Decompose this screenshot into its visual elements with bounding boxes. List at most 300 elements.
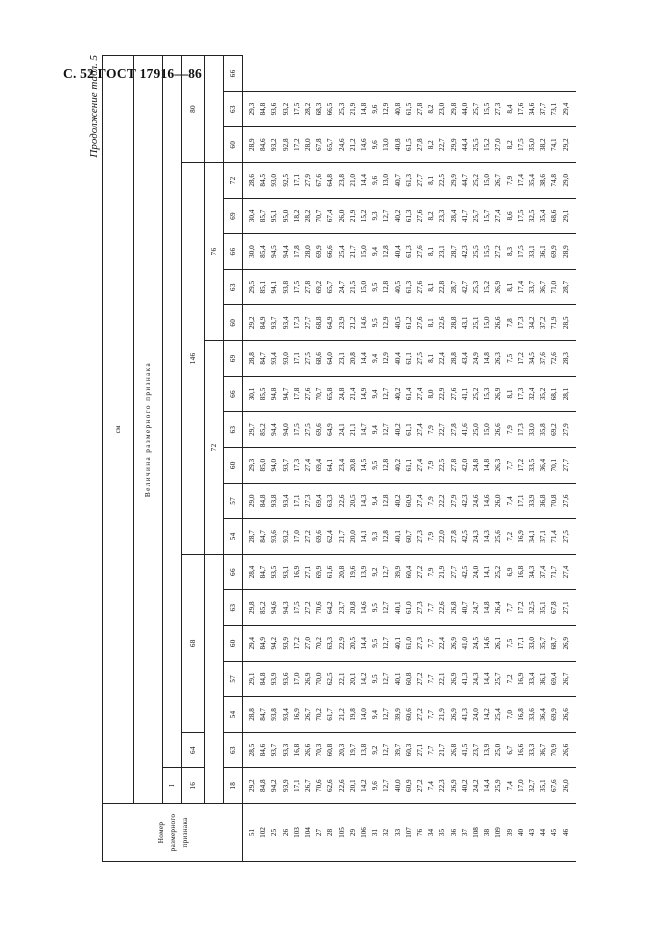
row-feature-number: 33 xyxy=(393,804,404,862)
table-cell: 25,7 xyxy=(471,198,482,234)
table-cell: 20,5 xyxy=(348,483,359,519)
table-cell: 40,8 xyxy=(393,91,404,127)
table-cell: 27,2 xyxy=(303,519,314,555)
table-cell: 15,0 xyxy=(359,269,370,305)
table-cell: 9,6 xyxy=(370,163,381,199)
table-cell: 12,9 xyxy=(381,341,392,377)
table-cell: 7,5 xyxy=(505,341,516,377)
table-cell: 33,5 xyxy=(527,447,538,483)
table-row xyxy=(527,56,538,862)
table-cell: 27,8 xyxy=(415,127,426,163)
table-cell: 33,0 xyxy=(527,625,538,661)
table-cell: 63,3 xyxy=(325,625,336,661)
table-row xyxy=(561,56,576,862)
table-cell: 38,2 xyxy=(538,127,549,163)
table-cell: 25,1 xyxy=(471,305,482,341)
table-cell: 9,5 xyxy=(370,590,381,626)
table-cell: 93,9 xyxy=(281,768,292,804)
table-row xyxy=(404,56,415,862)
table-cell: 93,7 xyxy=(281,447,292,483)
header-blank-left xyxy=(205,554,224,803)
table-cell: 85,2 xyxy=(258,412,269,448)
table-cell: 7,2 xyxy=(505,519,516,555)
table-cell: 74,8 xyxy=(549,163,560,199)
table-cell: 28,9 xyxy=(243,127,259,163)
table-cell: 40,7 xyxy=(393,163,404,199)
table-cell: 42,5 xyxy=(460,519,471,555)
table-cell: 14,4 xyxy=(359,163,370,199)
table-cell: 35,4 xyxy=(538,198,549,234)
table-cell: 17,2 xyxy=(516,341,527,377)
table-cell: 36,4 xyxy=(538,697,549,733)
table-cell: 71,0 xyxy=(549,269,560,305)
table-cell: 94,2 xyxy=(269,768,280,804)
table-cell: 9,3 xyxy=(370,519,381,555)
table-cell: 74,1 xyxy=(549,127,560,163)
table-cell: 84,7 xyxy=(258,341,269,377)
table-cell: 40,5 xyxy=(393,269,404,305)
row-feature-number: 27 xyxy=(314,804,325,862)
table-cell: 69,4 xyxy=(549,661,560,697)
table-cell: 24,9 xyxy=(471,341,482,377)
row-feature-number: 109 xyxy=(493,804,504,862)
table-row xyxy=(303,56,314,862)
table-cell: 38,6 xyxy=(538,163,549,199)
table-cell: 73,1 xyxy=(549,91,560,127)
table-cell: 24,0 xyxy=(471,697,482,733)
table-cell: 23,3 xyxy=(437,198,448,234)
table-cell: 40,4 xyxy=(393,234,404,270)
table-cell: 27,8 xyxy=(449,519,460,555)
header-code-10: 63 xyxy=(224,412,243,448)
table-cell: 9,5 xyxy=(370,305,381,341)
row-feature-number: 103 xyxy=(292,804,303,862)
table-cell: 16,8 xyxy=(516,554,527,590)
table-cell: 93,2 xyxy=(269,127,280,163)
table-cell: 15,3 xyxy=(482,376,493,412)
table-cell: 40,8 xyxy=(393,127,404,163)
table-cell: 14,2 xyxy=(359,768,370,804)
table-cell: 84,9 xyxy=(258,625,269,661)
table-cell: 7,9 xyxy=(505,163,516,199)
table-cell: 93,3 xyxy=(281,732,292,768)
header-group-4 xyxy=(182,163,205,555)
table-cell: 26,4 xyxy=(493,590,504,626)
table-cell: 28,2 xyxy=(303,198,314,234)
table-cell: 9,5 xyxy=(370,447,381,483)
table-cell: 60,8 xyxy=(325,732,336,768)
table-cell: 23,8 xyxy=(337,163,348,199)
table-cell: 21,7 xyxy=(437,732,448,768)
row-feature-number: 43 xyxy=(527,804,538,862)
table-cell: 9,4 xyxy=(370,341,381,377)
table-cell: 36,1 xyxy=(538,661,549,697)
table-cell: 71,4 xyxy=(549,519,560,555)
table-cell: 14,3 xyxy=(482,519,493,555)
table-cell: 14,7 xyxy=(359,412,370,448)
table-cell: 94,2 xyxy=(269,625,280,661)
table-row xyxy=(281,56,292,862)
table-cell: 27,8 xyxy=(449,447,460,483)
table-cell: 22,7 xyxy=(437,127,448,163)
table-cell: 22,9 xyxy=(437,376,448,412)
table-cell: 12,7 xyxy=(381,554,392,590)
header-code-4: 60 xyxy=(224,625,243,661)
table-cell: 17,0 xyxy=(516,768,527,804)
table-cell: 21,2 xyxy=(348,127,359,163)
table-cell: 40,5 xyxy=(393,305,404,341)
header-unit: см xyxy=(103,56,134,804)
table-cell: 69,6 xyxy=(314,519,325,555)
table-cell: 36,7 xyxy=(538,269,549,305)
table-cell: 24,2 xyxy=(471,768,482,804)
table-cell: 40,1 xyxy=(393,625,404,661)
table-cell: 28,8 xyxy=(243,341,259,377)
table-cell: 9,5 xyxy=(370,625,381,661)
table-cell: 60,9 xyxy=(404,768,415,804)
table-cell: 21,5 xyxy=(348,269,359,305)
header-code-6: 66 xyxy=(224,554,243,590)
table-cell: 14,6 xyxy=(359,127,370,163)
table-cell: 64,0 xyxy=(325,341,336,377)
table-cell: 29,8 xyxy=(243,590,259,626)
table-cell: 17,3 xyxy=(516,376,527,412)
table-cell: 8,3 xyxy=(505,234,516,270)
table-cell: 33,0 xyxy=(527,412,538,448)
header-code-5: 63 xyxy=(224,590,243,626)
table-cell: 27,8 xyxy=(303,269,314,305)
table-cell: 27,0 xyxy=(493,127,504,163)
table-cell: 23,1 xyxy=(437,234,448,270)
table-cell: 24,8 xyxy=(471,447,482,483)
table-cell: 27,2 xyxy=(415,697,426,733)
table-cell: 28,4 xyxy=(243,554,259,590)
table-cell: 13,9 xyxy=(482,732,493,768)
header-code-9: 60 xyxy=(224,447,243,483)
table-cell: 12,7 xyxy=(381,590,392,626)
table-cell: 26,9 xyxy=(449,661,460,697)
table-cell: 14,9 xyxy=(359,376,370,412)
table-cell: 29,2 xyxy=(243,768,259,804)
table-cell: 9,3 xyxy=(370,198,381,234)
table-cell: 93,4 xyxy=(281,305,292,341)
table-cell: 8,1 xyxy=(505,269,516,305)
table-cell: 7,4 xyxy=(505,483,516,519)
table-cell: 15,5 xyxy=(482,91,493,127)
table-cell: 21,4 xyxy=(348,376,359,412)
table-cell: 40,2 xyxy=(393,447,404,483)
table-cell: 26,0 xyxy=(561,768,576,804)
table-cell: 27,4 xyxy=(415,447,426,483)
table-cell: 13,0 xyxy=(381,127,392,163)
table-cell: 29,7 xyxy=(243,412,259,448)
table-row xyxy=(359,56,370,862)
table-cell: 27,6 xyxy=(303,376,314,412)
table-cell: 9,5 xyxy=(370,269,381,305)
table-cell: 26,9 xyxy=(561,625,576,661)
table-cell: 61,6 xyxy=(325,554,336,590)
table-cell: 28,3 xyxy=(561,341,576,377)
table-cell: 32,5 xyxy=(527,590,538,626)
table-cell: 7,7 xyxy=(505,447,516,483)
table-cell: 44,4 xyxy=(460,127,471,163)
table-cell: 27,9 xyxy=(449,483,460,519)
table-cell: 22,6 xyxy=(337,483,348,519)
table-cell: 12,8 xyxy=(381,269,392,305)
table-row xyxy=(493,56,504,862)
table-cell: 17,3 xyxy=(516,412,527,448)
row-feature-number: 26 xyxy=(281,804,292,862)
table-cell: 93,4 xyxy=(269,341,280,377)
table-cell: 26,7 xyxy=(561,661,576,697)
table-cell: 8,4 xyxy=(505,91,516,127)
table-cell: 13,8 xyxy=(359,732,370,768)
table-cell: 12,9 xyxy=(381,305,392,341)
table-cell: 27,6 xyxy=(561,483,576,519)
table-cell: 23,9 xyxy=(337,305,348,341)
table-cell: 12,7 xyxy=(381,625,392,661)
table-cell: 12,7 xyxy=(381,412,392,448)
table-cell: 17,1 xyxy=(516,483,527,519)
table-cell: 19,7 xyxy=(348,732,359,768)
table-cell: 7,7 xyxy=(426,732,437,768)
table-cell: 40,1 xyxy=(393,661,404,697)
table-cell: 69,2 xyxy=(549,412,560,448)
table-cell: 26,7 xyxy=(303,697,314,733)
table-cell: 26,7 xyxy=(493,163,504,199)
row-feature-number: 32 xyxy=(381,804,392,862)
row-feature-number: 29 xyxy=(348,804,359,862)
table-cell: 70,2 xyxy=(314,625,325,661)
table-cell: 17,5 xyxy=(292,91,303,127)
table-cell: 40,2 xyxy=(393,483,404,519)
table-row xyxy=(482,56,493,862)
header-feature-value: Величина размерного признака xyxy=(134,56,163,804)
table-cell: 93,8 xyxy=(281,269,292,305)
table-cell: 27,4 xyxy=(415,412,426,448)
table-cell: 8,0 xyxy=(426,376,437,412)
table-cell: 17,3 xyxy=(292,447,303,483)
header-group-146-label: 146 xyxy=(189,352,197,365)
table-cell: 26,8 xyxy=(449,590,460,626)
table-cell: 70,0 xyxy=(314,661,325,697)
table-cell: 14,2 xyxy=(359,661,370,697)
table-cell: 14,0 xyxy=(359,697,370,733)
table-cell: 26,6 xyxy=(303,732,314,768)
row-feature-number: 45 xyxy=(549,804,560,862)
table-cell: 12,7 xyxy=(381,198,392,234)
table-cell: 28,6 xyxy=(243,163,259,199)
table-cell: 16,8 xyxy=(292,732,303,768)
table-cell: 23,1 xyxy=(337,341,348,377)
table-cell: 27,1 xyxy=(415,732,426,768)
table-cell: 9,6 xyxy=(370,127,381,163)
table-cell: 29,2 xyxy=(561,127,576,163)
table-cell: 24,8 xyxy=(337,376,348,412)
table-cell: 22,4 xyxy=(437,625,448,661)
table-cell: 61,2 xyxy=(404,305,415,341)
table-cell: 42,0 xyxy=(460,447,471,483)
table-cell: 95,1 xyxy=(269,198,280,234)
table-cell: 68,6 xyxy=(314,341,325,377)
table-cell: 24,0 xyxy=(471,554,482,590)
table-cell: 94,4 xyxy=(269,412,280,448)
table-cell: 61,1 xyxy=(404,447,415,483)
table-cell: 33,4 xyxy=(527,661,538,697)
table-cell: 14,6 xyxy=(482,625,493,661)
table-cell: 8,1 xyxy=(426,269,437,305)
table-row xyxy=(393,56,404,862)
table-cell: 84,7 xyxy=(258,697,269,733)
table-cell: 35,4 xyxy=(527,163,538,199)
table-cell: 20,1 xyxy=(348,768,359,804)
table-cell: 33,3 xyxy=(527,732,538,768)
table-cell: 14,8 xyxy=(482,447,493,483)
table-cell: 25,0 xyxy=(471,412,482,448)
table-cell: 61,4 xyxy=(404,376,415,412)
table-cell: 27,0 xyxy=(303,625,314,661)
table-cell: 71,9 xyxy=(549,305,560,341)
table-cell: 84,8 xyxy=(258,768,269,804)
table-cell: 29,3 xyxy=(243,91,259,127)
table-caption: Продолжение табл. 5 xyxy=(88,55,100,158)
table-cell: 93,4 xyxy=(281,483,292,519)
table-cell: 39,9 xyxy=(393,697,404,733)
table-cell: 26,6 xyxy=(493,305,504,341)
table-cell: 93,1 xyxy=(281,554,292,590)
table-cell: 36,7 xyxy=(538,732,549,768)
table-cell: 24,7 xyxy=(471,590,482,626)
table-cell: 93,6 xyxy=(269,91,280,127)
table-cell: 92,8 xyxy=(281,127,292,163)
table-cell: 65,7 xyxy=(325,127,336,163)
table-cell: 29,9 xyxy=(449,163,460,199)
table-cell: 37,7 xyxy=(538,91,549,127)
table-cell: 61,7 xyxy=(325,697,336,733)
row-feature-number: 38 xyxy=(482,804,493,862)
table-cell: 42,3 xyxy=(460,234,471,270)
table-cell: 68,3 xyxy=(314,91,325,127)
table-cell: 85,5 xyxy=(258,376,269,412)
table-cell: 28,0 xyxy=(303,127,314,163)
table-cell: 20,5 xyxy=(348,625,359,661)
table-cell: 8,6 xyxy=(505,198,516,234)
table-cell: 44,7 xyxy=(460,163,471,199)
table-cell: 29,4 xyxy=(243,625,259,661)
table-cell: 28,7 xyxy=(243,519,259,555)
table-cell: 27,2 xyxy=(415,768,426,804)
table-cell: 44,0 xyxy=(460,91,471,127)
table-cell: 25,6 xyxy=(493,519,504,555)
table-cell: 16,9 xyxy=(516,661,527,697)
row-feature-number: 46 xyxy=(561,804,576,862)
table-cell: 94,1 xyxy=(269,269,280,305)
table-cell: 17,5 xyxy=(292,412,303,448)
table-cell: 12,7 xyxy=(381,697,392,733)
table-cell: 22,5 xyxy=(437,163,448,199)
table-cell: 14,8 xyxy=(359,91,370,127)
table-cell: 12,7 xyxy=(381,732,392,768)
table-cell: 84,8 xyxy=(258,483,269,519)
rotated-table-block xyxy=(88,55,661,862)
table-cell: 94,4 xyxy=(281,234,292,270)
row-feature-number: 35 xyxy=(437,804,448,862)
table-cell: 27,2 xyxy=(415,661,426,697)
table-cell: 26,6 xyxy=(561,732,576,768)
row-feature-number: 39 xyxy=(505,804,516,862)
table-cell: 17,6 xyxy=(516,91,527,127)
table-cell: 67,8 xyxy=(549,590,560,626)
table-cell: 32,5 xyxy=(527,198,538,234)
table-cell: 21,7 xyxy=(337,519,348,555)
table-cell: 17,8 xyxy=(292,234,303,270)
header-code-14: 63 xyxy=(224,269,243,305)
table-cell: 6,9 xyxy=(505,554,516,590)
table-cell: 40,1 xyxy=(393,590,404,626)
table-cell: 37,1 xyxy=(538,519,549,555)
table-cell: 17,8 xyxy=(292,376,303,412)
table-cell: 25,3 xyxy=(337,91,348,127)
table-cell: 65,7 xyxy=(325,269,336,305)
table-cell: 29,1 xyxy=(243,661,259,697)
table-cell: 26,9 xyxy=(493,269,504,305)
table-cell: 7,0 xyxy=(505,697,516,733)
table-cell: 84,7 xyxy=(258,519,269,555)
table-cell: 36,4 xyxy=(538,447,549,483)
table-cell: 22,5 xyxy=(437,447,448,483)
table-cell: 9,6 xyxy=(370,768,381,804)
header-code-8: 57 xyxy=(224,483,243,519)
table-cell: 69,2 xyxy=(314,269,325,305)
header-code-12: 69 xyxy=(224,341,243,377)
table-cell: 61,3 xyxy=(404,198,415,234)
table-cell: 20,8 xyxy=(348,590,359,626)
table-cell: 94,7 xyxy=(281,376,292,412)
table-cell: 25,2 xyxy=(471,376,482,412)
table-cell: 35,1 xyxy=(538,590,549,626)
table-cell: 7,4 xyxy=(426,768,437,804)
table-cell: 36,1 xyxy=(538,234,549,270)
table-cell: 24,1 xyxy=(337,412,348,448)
table-cell: 34,2 xyxy=(527,305,538,341)
table-cell: 21,2 xyxy=(348,305,359,341)
table-cell: 25,4 xyxy=(337,234,348,270)
header-code-1: 63 xyxy=(224,732,243,768)
table-cell: 64,2 xyxy=(325,590,336,626)
table-cell: 29,4 xyxy=(561,91,576,127)
table-cell: 28,4 xyxy=(449,198,460,234)
table-cell: 27,1 xyxy=(561,590,576,626)
table-cell: 66,6 xyxy=(325,234,336,270)
table-cell: 61,5 xyxy=(404,91,415,127)
table-cell: 70,7 xyxy=(314,198,325,234)
table-cell: 17,5 xyxy=(516,234,527,270)
row-feature-number: 102 xyxy=(258,804,269,862)
table-cell: 94,0 xyxy=(281,412,292,448)
table-cell: 85,4 xyxy=(258,234,269,270)
table-row xyxy=(292,56,303,862)
table-cell: 12,8 xyxy=(381,519,392,555)
row-feature-number: 25 xyxy=(269,804,280,862)
table-cell: 17,2 xyxy=(292,625,303,661)
table-cell: 70,6 xyxy=(314,768,325,804)
table-cell: 23,7 xyxy=(471,732,482,768)
table-cell: 8,2 xyxy=(426,198,437,234)
table-row xyxy=(415,56,426,862)
table-cell: 35,1 xyxy=(538,768,549,804)
table-cell: 27,2 xyxy=(303,590,314,626)
table-cell: 7,9 xyxy=(426,483,437,519)
